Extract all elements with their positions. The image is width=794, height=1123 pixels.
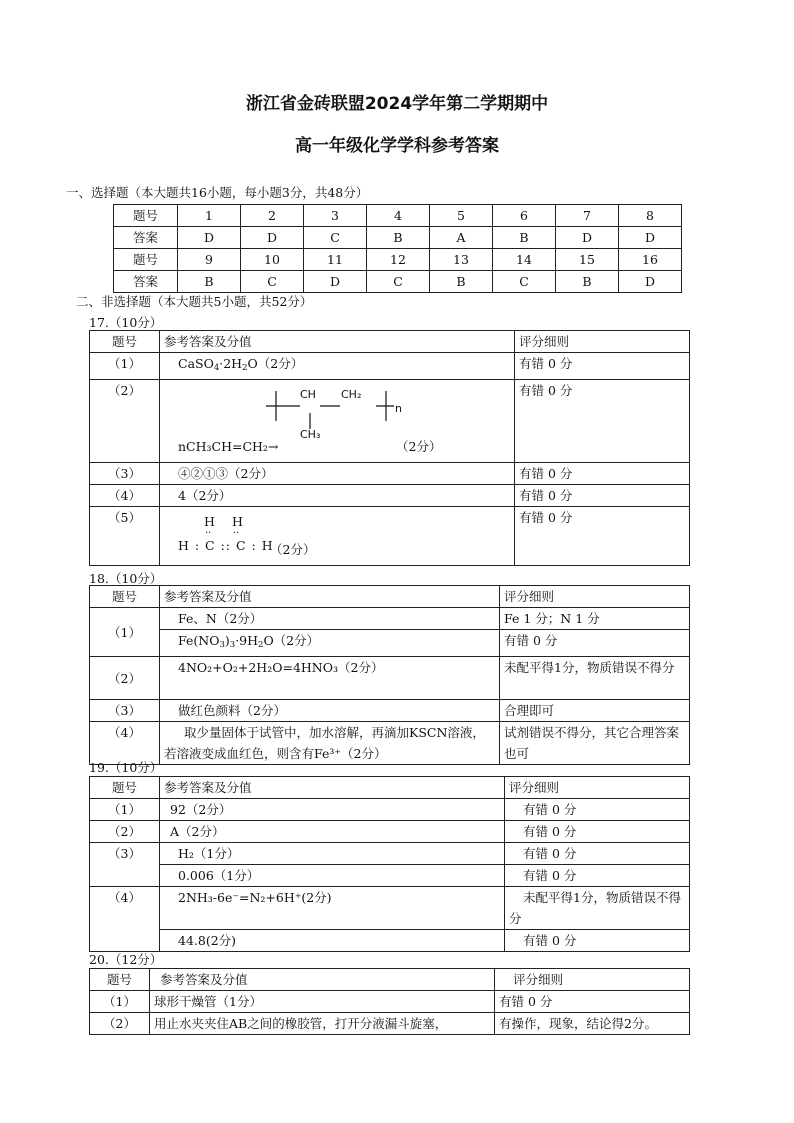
row-label: 题号 (114, 249, 178, 271)
answer-choice-cell: C (367, 271, 430, 293)
row-no: （1） (90, 991, 150, 1013)
q18-label: 18.（10分） (89, 571, 163, 586)
row-label: 答案 (114, 271, 178, 293)
score-text: （2分） (270, 542, 316, 557)
q17-label: 17.（10分） (89, 315, 163, 330)
row-no: （3） (90, 843, 160, 887)
table-row (90, 380, 690, 463)
question-number-cell: 9 (178, 249, 241, 271)
col-no-header: 题号 (90, 777, 160, 799)
row-no: （4） (90, 887, 160, 952)
part2-heading: 二、非选择题（本大题共5小题，共52分） (76, 294, 313, 309)
table-row (114, 271, 682, 293)
answer-cell: 用止水夹夹住AB之间的橡胶管，打开分液漏斗旋塞， (150, 1013, 495, 1035)
lewis-h-top-1: H (204, 514, 215, 529)
answer-choice-cell: D (619, 227, 682, 249)
question-number-cell: 6 (493, 205, 556, 227)
formula-part: ) (224, 633, 230, 648)
answer-text: A（2分） (170, 824, 225, 839)
ch-group: CH (300, 388, 316, 401)
row-no: （4） (90, 485, 160, 507)
answer-cell (160, 380, 515, 463)
table-row (114, 227, 682, 249)
table-row (90, 608, 690, 630)
question-number-cell: 8 (619, 205, 682, 227)
answer-cell (160, 843, 505, 865)
row-no: （2） (90, 821, 160, 843)
answer-text: 44.8(2分) (178, 933, 237, 948)
table-row (90, 930, 690, 952)
page-subtitle: 高一年级化学学科参考答案 (295, 136, 499, 156)
lewis-row: H : C :: C : H (178, 538, 274, 553)
q19-label: 19.（10分） (89, 760, 163, 775)
rule-cell (505, 821, 690, 843)
electron-pair-dots: ·· (233, 528, 240, 539)
row-label: 题号 (114, 205, 178, 227)
rule-cell: 试剂错误不得分，其它合理答案也可 (500, 722, 690, 765)
table-row (90, 353, 690, 380)
table-row (90, 722, 690, 765)
answer-cell (160, 463, 515, 485)
col-answer-header: 参考答案及分值 (160, 331, 515, 353)
formula-part: ·2H (219, 356, 243, 371)
formula-part: Fe(NO (178, 633, 220, 648)
row-no: （2） (90, 380, 160, 463)
answer-choice-cell: C (241, 271, 304, 293)
table-row (90, 1013, 690, 1035)
answer-text: 2NH₃-6e⁻=N₂+6H⁺(2分) (178, 890, 332, 905)
col-no-header: 题号 (90, 969, 150, 991)
table-row (90, 865, 690, 887)
table-row (90, 843, 690, 865)
rule-text: 有错 0 分 (523, 802, 577, 817)
table-row (90, 630, 690, 657)
row-no: （1） (90, 799, 160, 821)
answer-choice-cell: C (304, 227, 367, 249)
rule-cell: 有错 0 分 (515, 463, 690, 485)
subscript: 4 (213, 363, 220, 373)
answer-cell (160, 887, 505, 930)
table-row (90, 821, 690, 843)
table-row (114, 205, 682, 227)
answer-choice-cell: D (241, 227, 304, 249)
rule-cell (505, 930, 690, 952)
col-answer-header: 参考答案及分值 (160, 586, 500, 608)
answer-text: 4（2分） (178, 488, 232, 503)
answer-cell (160, 821, 505, 843)
table-row (90, 657, 690, 700)
answer-choice-cell: B (556, 271, 619, 293)
answer-choice-cell: A (430, 227, 493, 249)
answer-text: Fe、N（2分） (178, 611, 263, 626)
col-rule-header: 评分细则 (505, 777, 690, 799)
question-number-cell: 4 (367, 205, 430, 227)
subscript: 3 (229, 640, 236, 650)
rule-cell: 有错 0 分 (515, 353, 690, 380)
q17-table (89, 330, 690, 566)
rule-cell: 未配平得1分，物质错误不得分 (505, 887, 690, 930)
subscript: 3 (219, 640, 225, 650)
rule-cell: 有错 0 分 (515, 507, 690, 566)
row-no: （1） (90, 608, 160, 657)
q18-header-row (90, 586, 690, 608)
question-number-cell: 1 (178, 205, 241, 227)
answer-text: 4NO₂+O₂+2H₂O=4HNO₃（2分） (178, 660, 384, 675)
formula-part: ·9H (235, 633, 259, 648)
question-number-cell: 5 (430, 205, 493, 227)
table-row (90, 887, 690, 930)
table-row (90, 485, 690, 507)
answer-text: H₂（1分） (178, 846, 240, 861)
formula-part: O（2分） (263, 633, 320, 648)
table-row (114, 249, 682, 271)
answer-choice-cell: B (430, 271, 493, 293)
rule-cell: 有错 0 分 (495, 991, 690, 1013)
q19-table (89, 776, 690, 952)
question-number-cell: 16 (619, 249, 682, 271)
question-number-cell: 15 (556, 249, 619, 271)
question-number-cell: 13 (430, 249, 493, 271)
table-row (90, 507, 690, 566)
rule-cell (495, 969, 690, 991)
answer-cell (150, 969, 495, 991)
row-label: 答案 (114, 227, 178, 249)
col-no-header: 题号 (90, 331, 160, 353)
col-no-header: 题号 (90, 586, 160, 608)
question-number-cell: 11 (304, 249, 367, 271)
col-answer-header: 参考答案及分值 (160, 777, 505, 799)
q18-table (89, 585, 690, 765)
answer-choice-cell: D (556, 227, 619, 249)
answer-choice-cell: D (619, 271, 682, 293)
ch3-group: CH₃ (300, 428, 321, 441)
formula-part: O（2分） (247, 356, 304, 371)
electron-pair-dots: ·· (205, 528, 212, 539)
answer-cell (160, 930, 505, 952)
reactant-text: nCH₃CH=CH₂→ (178, 439, 279, 454)
row-no: （4） (90, 722, 160, 765)
answer-text: 0.006（1分） (178, 868, 260, 883)
answer-choice-cell: C (493, 271, 556, 293)
rule-cell: 有错 0 分 (515, 380, 690, 463)
answer-choice-cell: B (178, 271, 241, 293)
q20-label: 20.（12分） (89, 952, 163, 967)
answer-cell (160, 865, 505, 887)
question-number-cell: 10 (241, 249, 304, 271)
table-row (90, 991, 690, 1013)
answer-choice-cell: B (367, 227, 430, 249)
lewis-h-top-2: H (232, 514, 243, 529)
answer-text: ④②①③（2分） (178, 466, 274, 481)
answer-text: 做红色颜料（2分） (178, 703, 286, 718)
answer-cell (160, 353, 515, 380)
answer-cell (160, 799, 505, 821)
answer-cell (160, 700, 500, 722)
polymerization-equation (164, 380, 510, 462)
formula-part: CaSO (178, 356, 214, 371)
question-number-cell: 7 (556, 205, 619, 227)
row-no: （3） (90, 700, 160, 722)
rule-cell: 合理即可 (500, 700, 690, 722)
rule-cell: 有错 0 分 (515, 485, 690, 507)
rule-cell: 有操作，现象，结论得2分。 (495, 1013, 690, 1035)
mc-answer-table (113, 204, 682, 293)
answer-choice-cell: B (493, 227, 556, 249)
rule-cell (505, 843, 690, 865)
question-number-cell: 14 (493, 249, 556, 271)
rule-cell (505, 799, 690, 821)
rule-text: 有错 0 分 (523, 933, 577, 948)
question-number-cell: 12 (367, 249, 430, 271)
answer-cell (160, 507, 515, 566)
q19-header-row (90, 777, 690, 799)
col-rule-header: 评分细则 (500, 586, 690, 608)
row-no: （3） (90, 463, 160, 485)
rule-cell: Fe 1 分；N 1 分 (500, 608, 690, 630)
answer-cell (160, 485, 515, 507)
subscript: 2 (242, 363, 248, 373)
answer-cell: 取少量固体于试管中，加水溶解，再滴加KSCN溶液，若溶液变成血红色，则含有Fe³⁺（2分） (160, 722, 500, 765)
question-number-cell: 2 (241, 205, 304, 227)
table-row (90, 463, 690, 485)
row-no: （1） (90, 353, 160, 380)
row-no: （2） (90, 657, 160, 700)
q17-header-row (90, 331, 690, 353)
col-answer-header: 参考答案及分值 (160, 972, 248, 987)
answer-cell (160, 657, 500, 700)
rule-cell: 有错 0 分 (500, 630, 690, 657)
ch2-group: CH₂ (341, 388, 362, 401)
subscript: 2 (258, 640, 264, 650)
answer-cell (160, 608, 500, 630)
rule-text: 有错 0 分 (523, 846, 577, 861)
answer-cell: 球形干燥管（1分） (150, 991, 495, 1013)
col-rule-header: 评分细则 (513, 972, 564, 987)
lewis-structure (164, 507, 510, 565)
page-title: 浙江省金砖联盟2024学年第二学期期中 (245, 94, 549, 114)
table-row (90, 700, 690, 722)
rule-cell (505, 865, 690, 887)
answer-choice-cell: D (178, 227, 241, 249)
polymer-n: n (395, 402, 402, 415)
col-rule-header: 评分细则 (515, 331, 690, 353)
score-text: （2分） (396, 439, 442, 454)
row-no: （5） (90, 507, 160, 566)
q20-table (89, 968, 690, 1035)
table-row (90, 799, 690, 821)
rule-text: 有错 0 分 (523, 868, 577, 883)
rule-cell: 未配平得1分，物质错误不得分 (500, 657, 690, 700)
answer-choice-cell: D (304, 271, 367, 293)
rule-text: 有错 0 分 (523, 824, 577, 839)
part1-heading: 一、选择题（本大题共16小题，每小题3分，共48分） (66, 185, 369, 200)
answer-cell (160, 630, 500, 657)
q20-header-row (90, 969, 690, 991)
row-no: （2） (90, 1013, 150, 1035)
question-number-cell: 3 (304, 205, 367, 227)
answer-text: 92（2分） (170, 802, 232, 817)
